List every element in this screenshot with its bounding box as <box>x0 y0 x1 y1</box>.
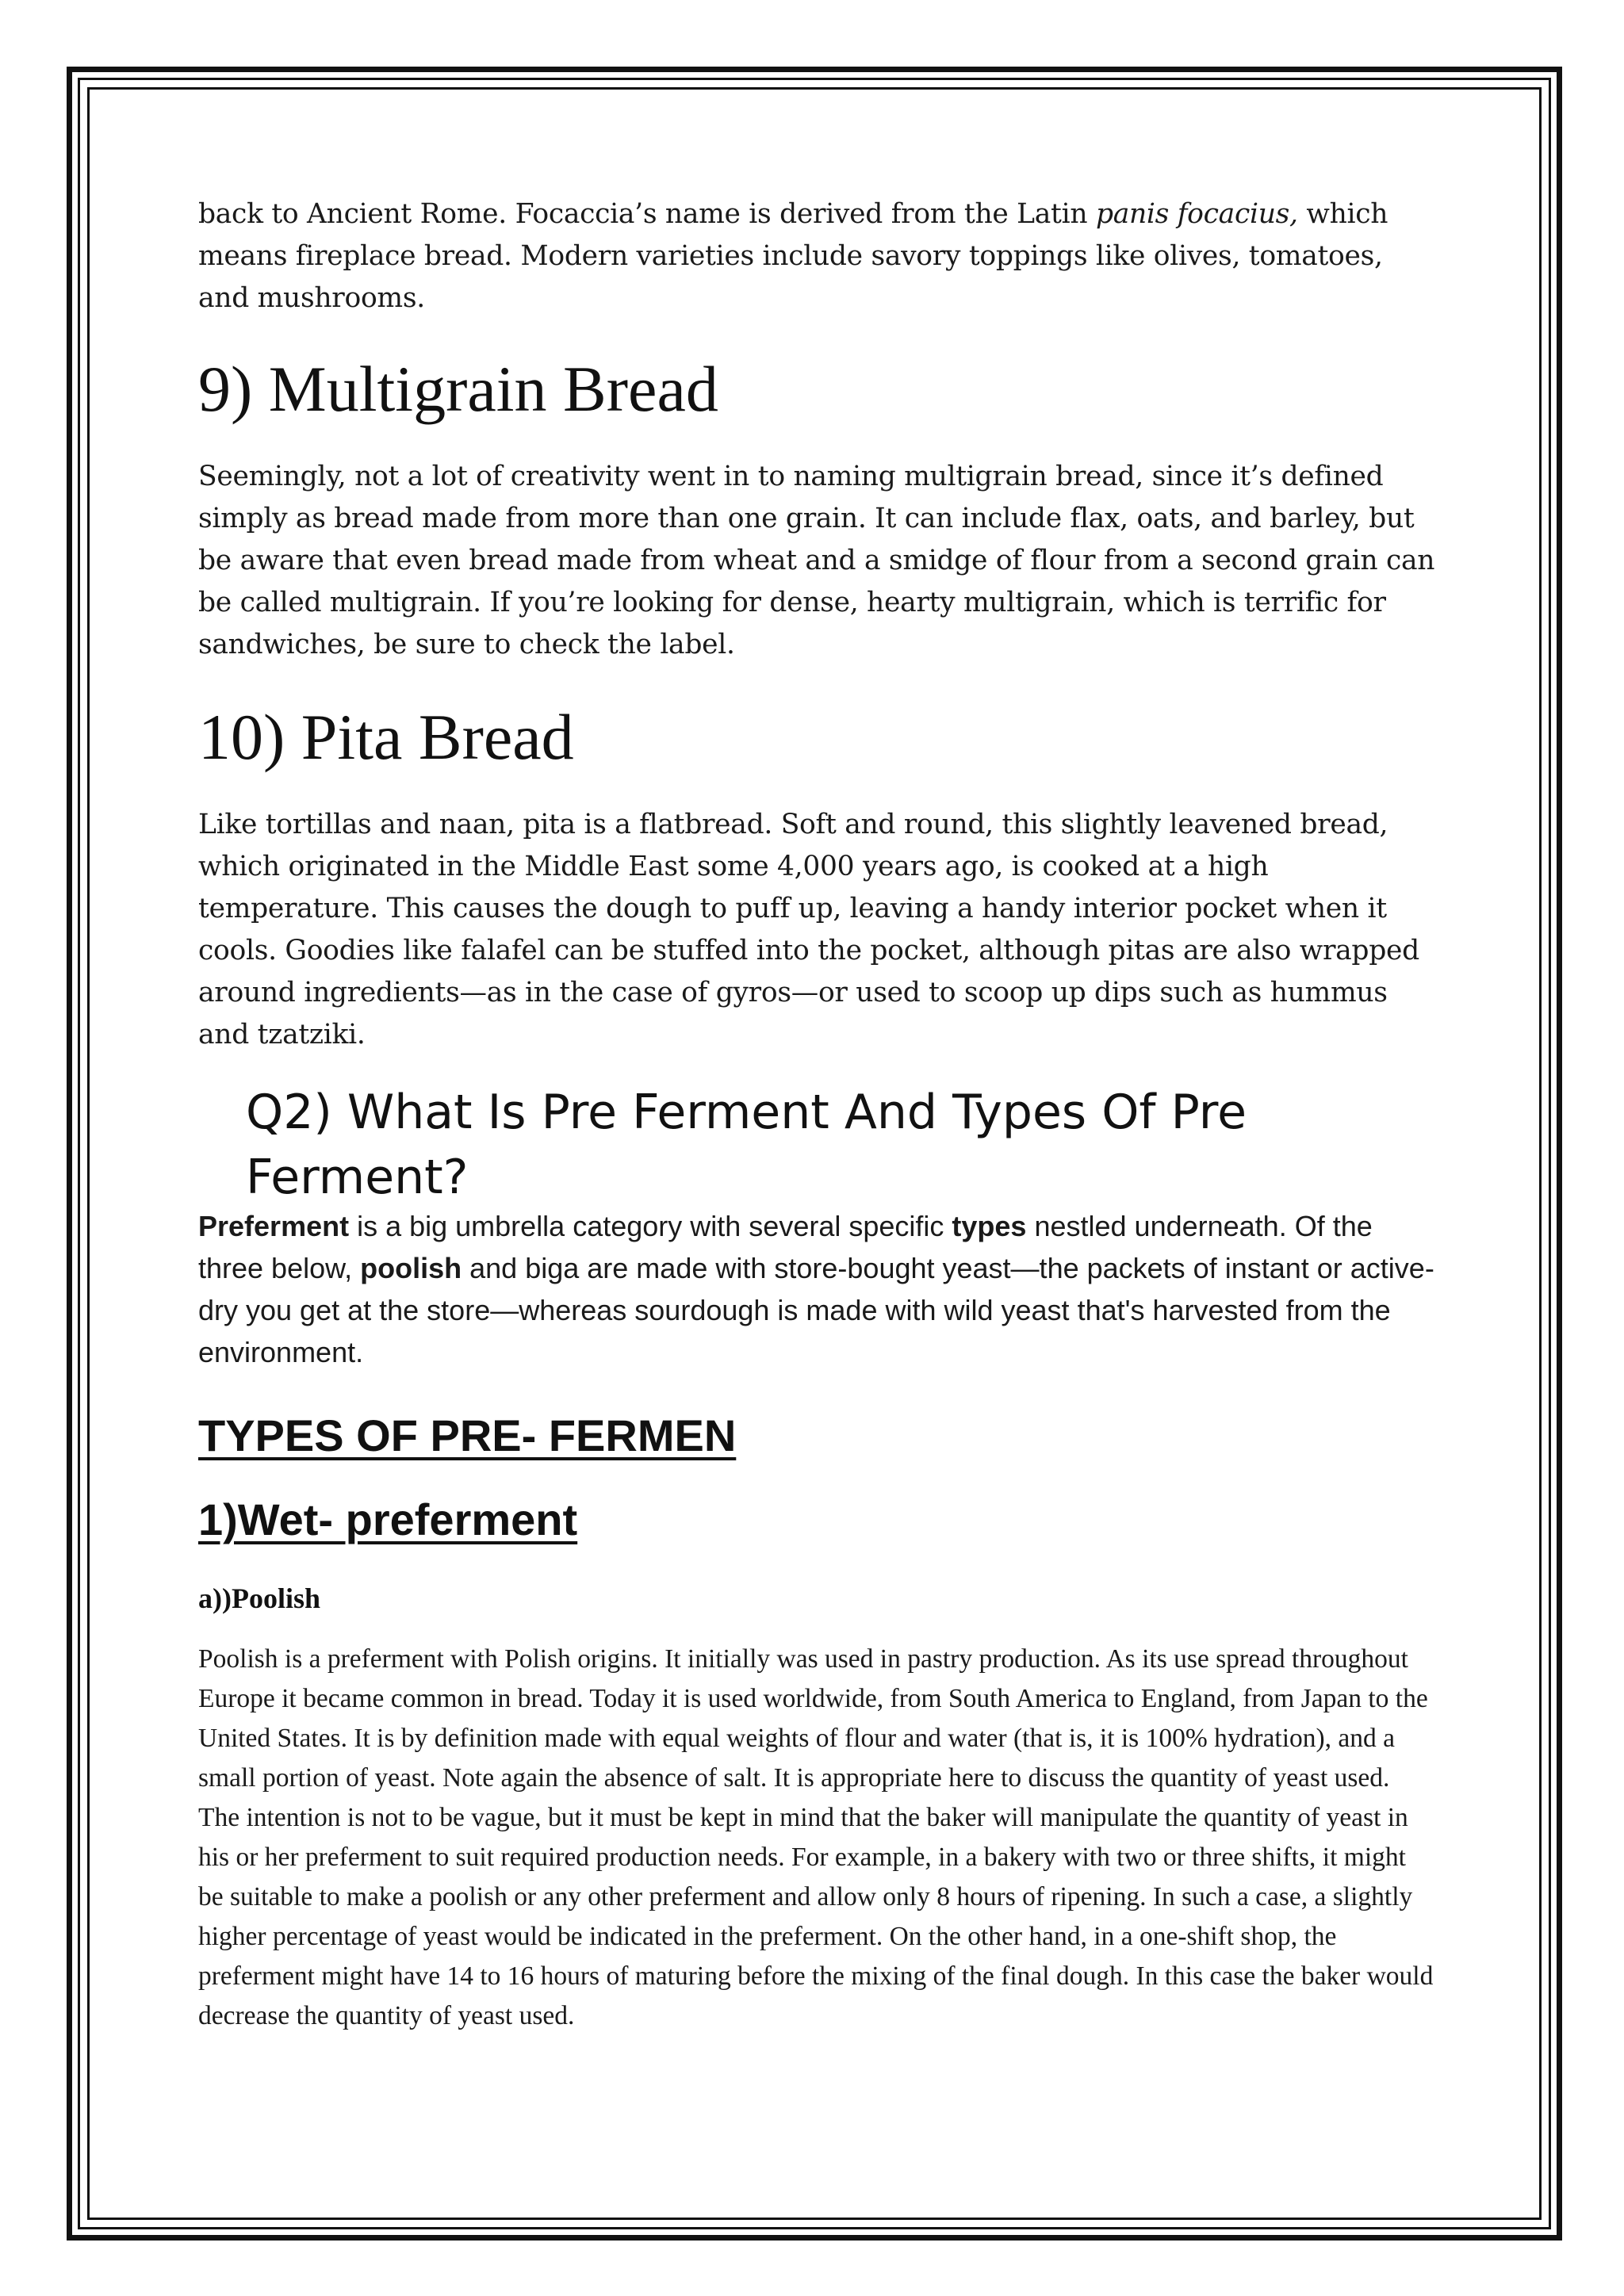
bold-types: types <box>952 1210 1027 1242</box>
pita-heading: 10) Pita Bread <box>198 701 574 773</box>
page-content <box>198 193 1435 2036</box>
intro-paragraph <box>198 193 1435 320</box>
bold-poolish: poolish <box>360 1252 462 1284</box>
preferment-text-2: nestled underneath. Of the three below, <box>198 1210 1373 1284</box>
latin-term: panis focacius, <box>1095 198 1298 230</box>
types-heading: TYPES OF PRE- FERMEN <box>198 1410 737 1460</box>
preferment-text-1: is a big umbrella category with several specific <box>349 1210 952 1242</box>
wet-preferment-heading: 1)Wet- preferment <box>198 1494 578 1544</box>
intro-text-end: which means fireplace bread. Modern varieties include savory toppings like olives, tomatoes, and mushrooms. <box>198 198 1388 314</box>
multigrain-heading: 9) Multigrain Bread <box>198 353 718 425</box>
multigrain-paragraph: Seemingly, not a lot of creativity went in to naming multigrain bread, since it’s defined simply as bread made from more than one grain. It can include flax, oats, and barley, but be aware that even bread made from wheat and a smidge of flour from a second grain can be called multigrain. If you’re looking for dense, hearty multigrain, which is terrific for sandwiches, be sure to check the label. <box>198 461 1435 660</box>
poolish-heading: a))Poolish <box>198 1582 321 1614</box>
question-heading: Q2) What Is Pre Ferment And Types Of Pre Ferment? <box>246 1085 1247 1205</box>
intro-text-start: back to Ancient Rome. Focaccia’s name is derived from the Latin <box>198 198 1096 230</box>
pita-paragraph: Like tortillas and naan, pita is a flatbread. Soft and round, this slightly leavened bread, which originated in the Middle East some 4,000 years ago, is cooked at a high temperature. This causes the dough to puff up, leaving a handy interior pocket when it cools. Goodies like falafel can be stuffed into the pocket, although pitas are also wrapped around ingredients—as in the case of gyros—or used to scoop up dips such as hummus and tzatziki. <box>198 809 1419 1050</box>
preferment-paragraph <box>198 1205 1435 1373</box>
poolish-paragraph: Poolish is a preferment with Polish origins. It initially was used in pastry production. As its use spread throughout Europe it became common in bread. Today it is used worldwide, from South America to England, from Japan to the United States. It is by definition made with equal weights of flour and water (that is, it is 100% hydration), and a small portion of yeast. Note again the absence of salt. It is appropriate here to discuss the quantity of yeast used. The intention is not to be vague, but it must be kept in mind that the baker will manipulate the quantity of yeast in his or her preferment to suit required production needs. For example, in a bakery with two or three shifts, it might be suitable to make a poolish or any other preferment and allow only 8 hours of ripening. In such a case, a slightly higher percentage of yeast would be indicated in the preferment. On the other hand, in a one-shift shop, the preferment might have 14 to 16 hours of maturing before the mixing of the final dough. In this case the baker would decrease the quantity of yeast used. <box>198 1644 1434 2030</box>
bold-preferment: Preferment <box>198 1210 350 1242</box>
preferment-text-3: and biga are made with store-bought yeast—the packets of instant or active-dry you get at the store—whereas sourdough is made with wild yeast that's harvested from the environment. <box>198 1252 1434 1368</box>
